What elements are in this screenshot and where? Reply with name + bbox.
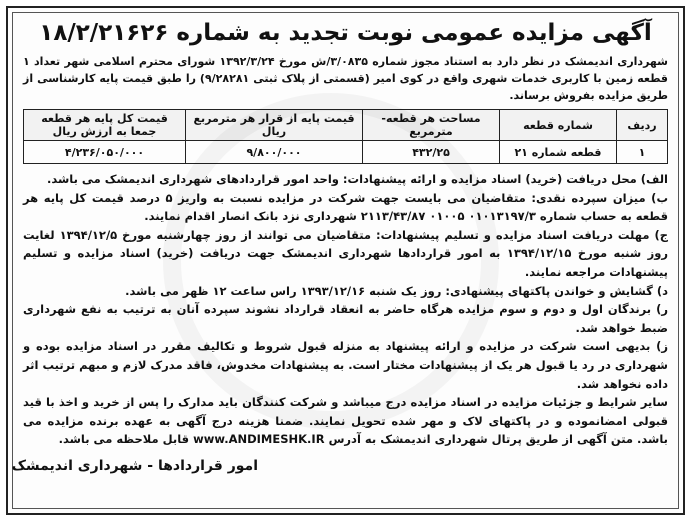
header-total-price: قیمت کل پایه هر قطعه جمعا به ارزش ریال: [24, 110, 186, 141]
cell-unit-price: ۹/۸۰۰/۰۰۰: [186, 141, 363, 164]
cell-plot-number: قطعه شماره ۲۱: [500, 141, 617, 164]
header-row-number: ردیف: [617, 110, 668, 141]
clause-dal: د) گشایش و خواندن پاکتهای پیشنهادی: روز یک شنبه ۱۳۹۳/۱۲/۱۶ راس ساعت ۱۲ ظهر می باشد.: [125, 283, 668, 298]
header-plot-number: شماره قطعه: [500, 110, 617, 141]
notice-clauses: [23, 170, 668, 449]
header-unit-price: قیمت پایه از قرار هر مترمربع ریال: [186, 110, 363, 141]
notice-signature: امور قراردادها - شهرداری اندیمشک: [11, 458, 258, 474]
clause-other-terms: سایر شرایط و جزئیات مزایده در اسناد مزایده درج میباشد و شرکت کنندگان باید مدارک را پس از خرید و اخذ با قید قبولی امضانموده و در پاکتهای لاک و مهر شده تحویل نمایند. ضمنا هزینه درج آگهی به عهده برنده مزایده می باشد. متن آگهی از طریق پرتال شهرداری اندیمشک به آدرس www.ANDIMESHK.IR قابل ملاحظه می باشد.: [23, 395, 668, 447]
cell-total-price: ۴/۲۳۶/۰۵۰/۰۰۰: [24, 141, 186, 164]
notice-body: [12, 12, 679, 509]
clause-be: ب) میزان سپرده نقدی: متقاضیان می بایست جهت شرکت در مزایده نسبت به واریز ۵ درصد قیمت کل پایه هر قطعه به حساب شماره ۰۱۰۱۳۱۹۷/۳ ۰۱۰۰۵ ۲۱۱۳/۴۳/۸۷ شهرداری نزد بانک انصار اقدام نمایند.: [23, 190, 668, 224]
notice-frame: [6, 6, 685, 515]
notice-intro: شهرداری اندیمشک در نظر دارد به استناد مجوز شماره ۳/۰۸۳۵/ش مورخ ۱۳۹۲/۳/۲۴ شورای محترم اسلامی شهر تعداد ۱ قطعه زمین با کاربری خدمات شهری واقع در کوی امیر (قسمتی از پلاک ثبتی ۹/۲۸۲۸۱) را طبق قیمت پایه کارشناسی از طریق مزایده بفروش برساند.: [23, 55, 668, 102]
cell-area: ۴۳۲/۲۵: [363, 141, 500, 164]
clause-alef: الف) محل دریافت (خرید) اسناد مزایده و ارائه پیشنهادات: واحد امور قراردادهای شهرداری اندیمشک می باشد.: [46, 172, 668, 186]
clause-re: ر) برندگان اول و دوم و سوم مزایده هرگاه حاضر به انعقاد قرارداد نشوند سپرده آنان به ترتیب به نفع شهرداری ضبط خواهد شد.: [23, 302, 668, 335]
clause-ze: ز) بدیهی است شرکت در مزایده و ارائه پیشنهاد به منزله قبول شروط و تکالیف مقرر در اسناد مزایده بوده و شهرداری در رد یا قبول هر یک از پیشنهادات مختار است. به پیشنهادات مخدوش، فاقد مدرک لازم و مبهم ترتیب اثر داده نخواهد شد.: [23, 339, 668, 391]
cell-row-number: ۱: [617, 141, 668, 164]
header-area: مساحت هر قطعه-مترمربع: [363, 110, 500, 141]
table-header-row: [24, 110, 668, 141]
clause-jim: ج) مهلت دریافت اسناد مزایده و تسلیم پیشنهادات: متقاضیان می توانند از روز چهارشنبه مورخ ۱۳۹۴/۱۲/۵ لغایت روز شنبه مورخ ۱۳۹۴/۱۲/۱۵ به امور قراردادها شهرداری اندیمشک جهت دریافت (خرید) اسناد مزایده و تسلیم پیشنهادات مراجعه نمایند.: [23, 227, 669, 279]
table-row: [24, 141, 668, 164]
items-table: [23, 109, 668, 164]
notice-title: آگهی مزایده عمومی نوبت تجدید به شماره ۱۸/۲/۲۱۶۲۶: [39, 20, 652, 46]
